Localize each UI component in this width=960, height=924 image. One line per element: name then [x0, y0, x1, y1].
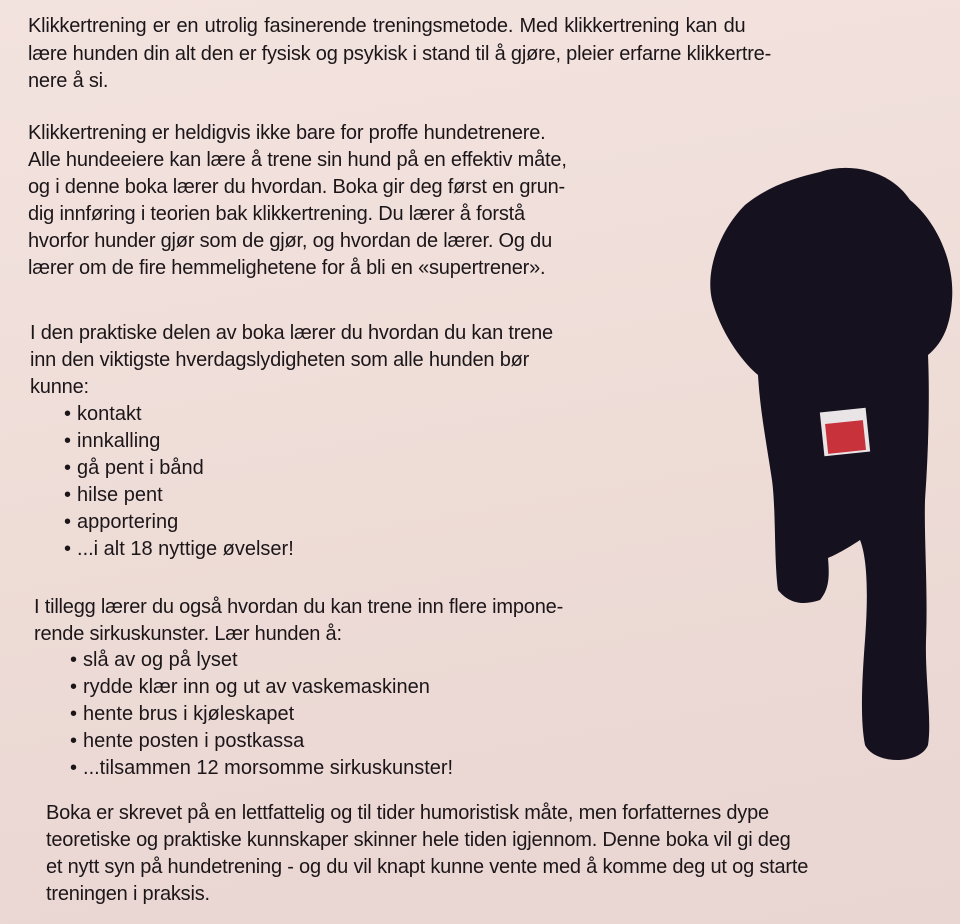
text-line: Alle hundeeiere kan lære å trene sin hund på en effektiv måte,	[28, 149, 567, 171]
text-line: dig innføring i teorien bak klikkertrening. Du lærer å forstå	[28, 203, 525, 225]
text-line: hvorfor hunder gjør som de gjør, og hvordan de lærer. Og du	[28, 230, 553, 252]
list-item: • ...i alt 18 nyttige øvelser!	[64, 537, 294, 561]
list-item: • hilse pent	[64, 483, 163, 507]
text-line: og i denne boka lærer du hvordan. Boka gir deg først en grun-	[28, 176, 566, 198]
list-item: • hente brus i kjøleskapet	[70, 702, 294, 726]
list-item: • ...tilsammen 12 morsomme sirkuskunster!	[70, 756, 453, 780]
text-line: I den praktiske delen av boka lærer du hvordan du kan trene	[30, 322, 553, 344]
text-line: Klikkertrening er en utrolig fasinerende treningsmetode. Med klikkertrening kan du	[28, 15, 746, 37]
text-line: lære hunden din alt den er fysisk og psykisk i stand til å gjøre, pleier erfarne klikkertre-	[28, 43, 772, 65]
list-item: • apportering	[64, 510, 178, 534]
text-line: inn den viktigste hverdagslydigheten som alle hunden bør	[30, 349, 530, 371]
list-item: • hente posten i postkassa	[70, 729, 304, 753]
text-line: teoretiske og praktiske kunnskaper skinner hele tiden igjennom. Denne boka vil gi deg	[46, 829, 791, 851]
text-line: treningen i praksis.	[46, 883, 210, 905]
list-item: • slå av og på lyset	[70, 648, 238, 672]
collar-tag-icon	[820, 408, 870, 457]
text-line: nere å si.	[28, 70, 109, 92]
text-line: et nytt syn på hundetrening - og du vil knapt kunne vente med å komme deg ut og starte	[46, 856, 809, 878]
text-line: kunne:	[30, 376, 89, 398]
dog-body	[710, 168, 952, 760]
text-line: Klikkertrening er heldigvis ikke bare for proffe hundetrenere.	[28, 122, 546, 144]
text-line: Boka er skrevet på en lettfattelig og til tider humoristisk måte, men forfatternes dype	[46, 802, 769, 824]
list-item: • innkalling	[64, 429, 160, 453]
text-line: lærer om de fire hemmelighetene for å bli en «supertrener».	[28, 257, 546, 279]
list-item: • gå pent i bånd	[64, 456, 204, 480]
dog-silhouette-image	[700, 160, 960, 770]
list-item: • kontakt	[64, 402, 142, 426]
text-line: rende sirkuskunster. Lær hunden å:	[34, 623, 342, 645]
list-item: • rydde klær inn og ut av vaskemaskinen	[70, 675, 430, 699]
text-line: I tillegg lærer du også hvordan du kan trene inn flere impone-	[34, 596, 564, 618]
